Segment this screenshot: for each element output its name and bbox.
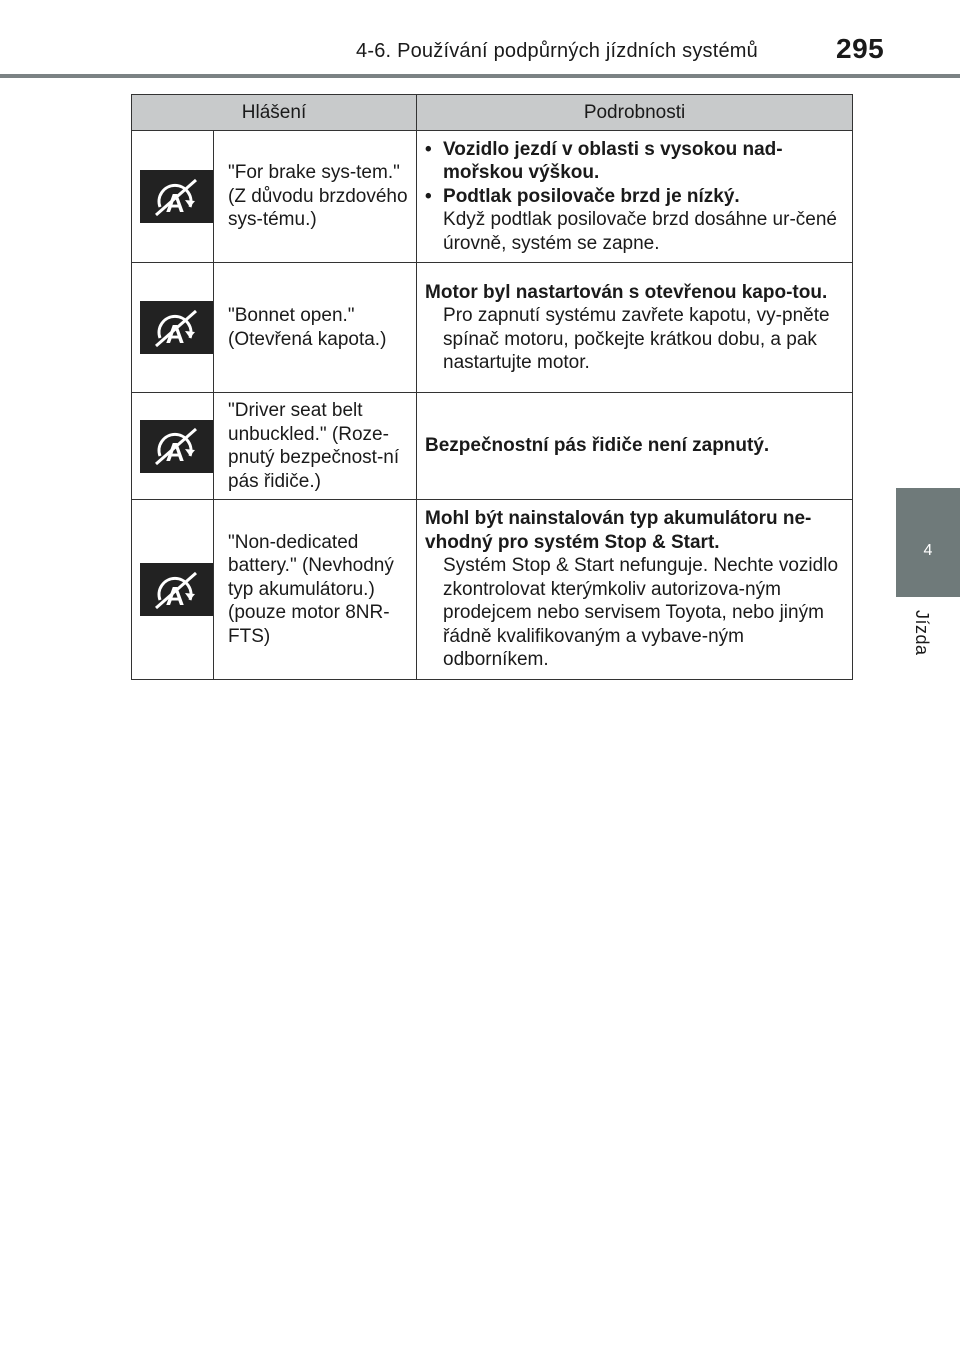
chapter-tab xyxy=(896,488,960,597)
table-row xyxy=(132,263,853,393)
svg-text:A: A xyxy=(165,318,185,348)
table-row xyxy=(132,500,853,680)
detail-bold: Bezpečnostní pás řidiče není zapnutý. xyxy=(425,435,770,457)
header-divider xyxy=(0,74,960,78)
message-text: "Non-dedicated battery." (Nevhodný typ akumulátoru.) (pouze motor 8NR-FTS) xyxy=(214,500,417,680)
svg-text:A: A xyxy=(165,580,185,610)
detail-text: Když podtlak posilovače brzd dosáhne ur-čené úrovně, systém se zapne. xyxy=(443,209,837,254)
chapter-number: 4 xyxy=(923,542,933,559)
page-header-title: 4-6. Používání podpůrných jízdních systémů xyxy=(356,40,758,62)
bullet-icon: • xyxy=(425,185,432,207)
stop-start-off-icon xyxy=(140,301,214,354)
detail-cell xyxy=(417,393,853,500)
icon-cell xyxy=(132,131,214,263)
svg-text:A: A xyxy=(165,437,185,466)
chapter-label: Jízda xyxy=(912,610,932,656)
detail-cell xyxy=(417,131,853,263)
table-header-row xyxy=(132,95,853,131)
messages-table xyxy=(131,94,853,680)
table-row xyxy=(132,393,853,500)
icon-cell xyxy=(132,500,214,680)
detail-bold: Vozidlo jezdí v oblasti s vysokou nad-mořskou výškou. xyxy=(443,138,783,184)
message-text: "Driver seat belt unbuckled." (Roze-pnutý bezpečnost-ní pás řidiče.) xyxy=(214,393,417,500)
bullet-icon: • xyxy=(425,138,432,160)
detail-bold: Podtlak posilovače brzd je nízký. xyxy=(443,185,740,207)
detail-bold: Motor byl nastartován s otevřenou kapo-tou. xyxy=(425,281,828,303)
header-message: Hlášení xyxy=(132,95,417,131)
stop-start-off-icon xyxy=(140,170,214,223)
icon-cell xyxy=(132,263,214,393)
detail-text: Systém Stop & Start nefunguje. Nechte vozidlo zkontrolovat kterýmkoliv autorizova-ným prodejcem nebo servisem Toyota, nebo jiným řádně kvalifikovaným a vybave-ným odborníkem. xyxy=(443,555,839,671)
list-item xyxy=(425,185,850,256)
detail-cell xyxy=(417,500,853,680)
stop-start-off-icon xyxy=(140,563,214,616)
message-text: "Bonnet open." (Otevřená kapota.) xyxy=(214,263,417,393)
detail-bold: Mohl být nainstalován typ akumulátoru ne-vhodný pro systém Stop & Start. xyxy=(425,508,812,553)
page-number: 295 xyxy=(836,33,885,64)
detail-cell xyxy=(417,263,853,393)
svg-text:A: A xyxy=(165,187,185,217)
header-details: Podrobnosti xyxy=(417,95,853,131)
icon-cell xyxy=(132,393,214,500)
table-row xyxy=(132,131,853,263)
detail-text: Pro zapnutí systému zavřete kapotu, vy-pněte spínač motoru, počkejte krátkou dobu, a pak nastartujte motor. xyxy=(443,305,830,373)
message-text: "For brake sys-tem." (Z důvodu brzdového sys-tému.) xyxy=(214,131,417,263)
stop-start-off-icon xyxy=(140,420,214,473)
list-item xyxy=(425,138,850,185)
